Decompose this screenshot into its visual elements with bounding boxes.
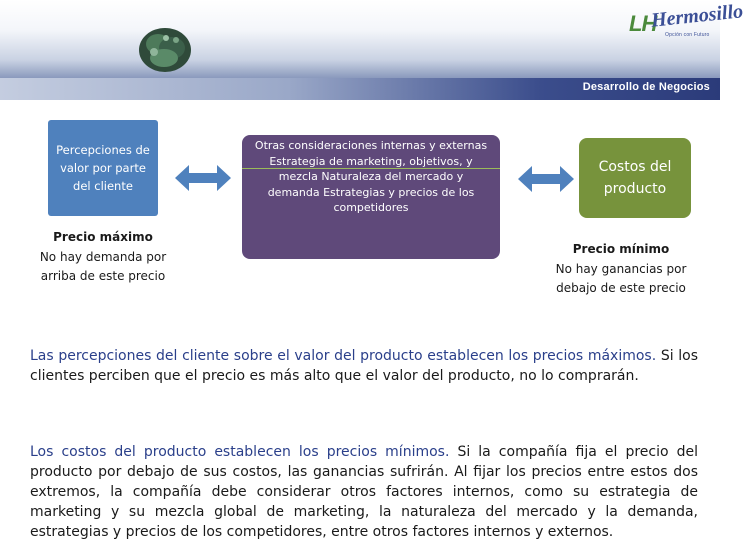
divider — [242, 168, 500, 169]
plant-photo — [136, 18, 194, 76]
logo-mark: LH — [629, 11, 657, 36]
product-costs-text: Costos del producto — [598, 159, 672, 197]
other-considerations-list: Estrategia de marketing, objetivos, y mezcla Naturaleza del mercado y demanda Estrategias y precios de los competidores — [267, 154, 475, 214]
logo-tagline: Opción con Futuro — [665, 32, 710, 38]
min-price-body: No hay ganancias por debajo de este precio — [555, 261, 687, 295]
hermosillo-logo — [629, 0, 744, 45]
customer-value-text: Percepciones de valor por parte del cliente — [56, 143, 150, 193]
paragraph-lead: Las percepciones del cliente sobre el valor del producto establecen los precios máximos. — [30, 348, 657, 364]
header-banner — [0, 0, 744, 100]
double-arrow-icon — [518, 166, 574, 192]
customer-value-box — [48, 120, 158, 216]
other-considerations-heading: Otras consideraciones internas y externas — [254, 139, 488, 152]
min-price-caption — [543, 240, 699, 299]
logo-word: Hermosillo — [650, 0, 744, 32]
paragraph-body: Si los clientes perciben que el precio es más alto que el valor del producto, no lo comprarán. — [30, 348, 698, 384]
paragraph-max-price — [30, 346, 698, 386]
paragraph-lead: Los costos del producto establecen los precios mínimos. — [30, 444, 450, 460]
max-price-caption — [30, 228, 176, 287]
double-arrow-icon — [175, 165, 231, 191]
other-considerations-box — [242, 135, 500, 259]
paragraph-body: Si la compañía fija el precio del producto por debajo de sus costos, las ganancias sufrirán. Al fijar los precios entre estos dos extremos, la compañía debe considerar otros factores internos, como su estrategia de marketing y su mezcla global de marketing, la naturaleza del mercado y la demanda, estrategias y precios de los competidores, entre otros factores internos y externos. — [30, 444, 698, 540]
max-price-heading: Precio máximo — [53, 230, 153, 244]
max-price-body: No hay demanda por arriba de este precio — [39, 249, 167, 283]
product-costs-box — [579, 138, 691, 218]
paragraph-min-price — [30, 442, 698, 542]
section-title: Desarrollo de Negocios — [582, 81, 710, 93]
min-price-heading: Precio mínimo — [572, 242, 670, 256]
